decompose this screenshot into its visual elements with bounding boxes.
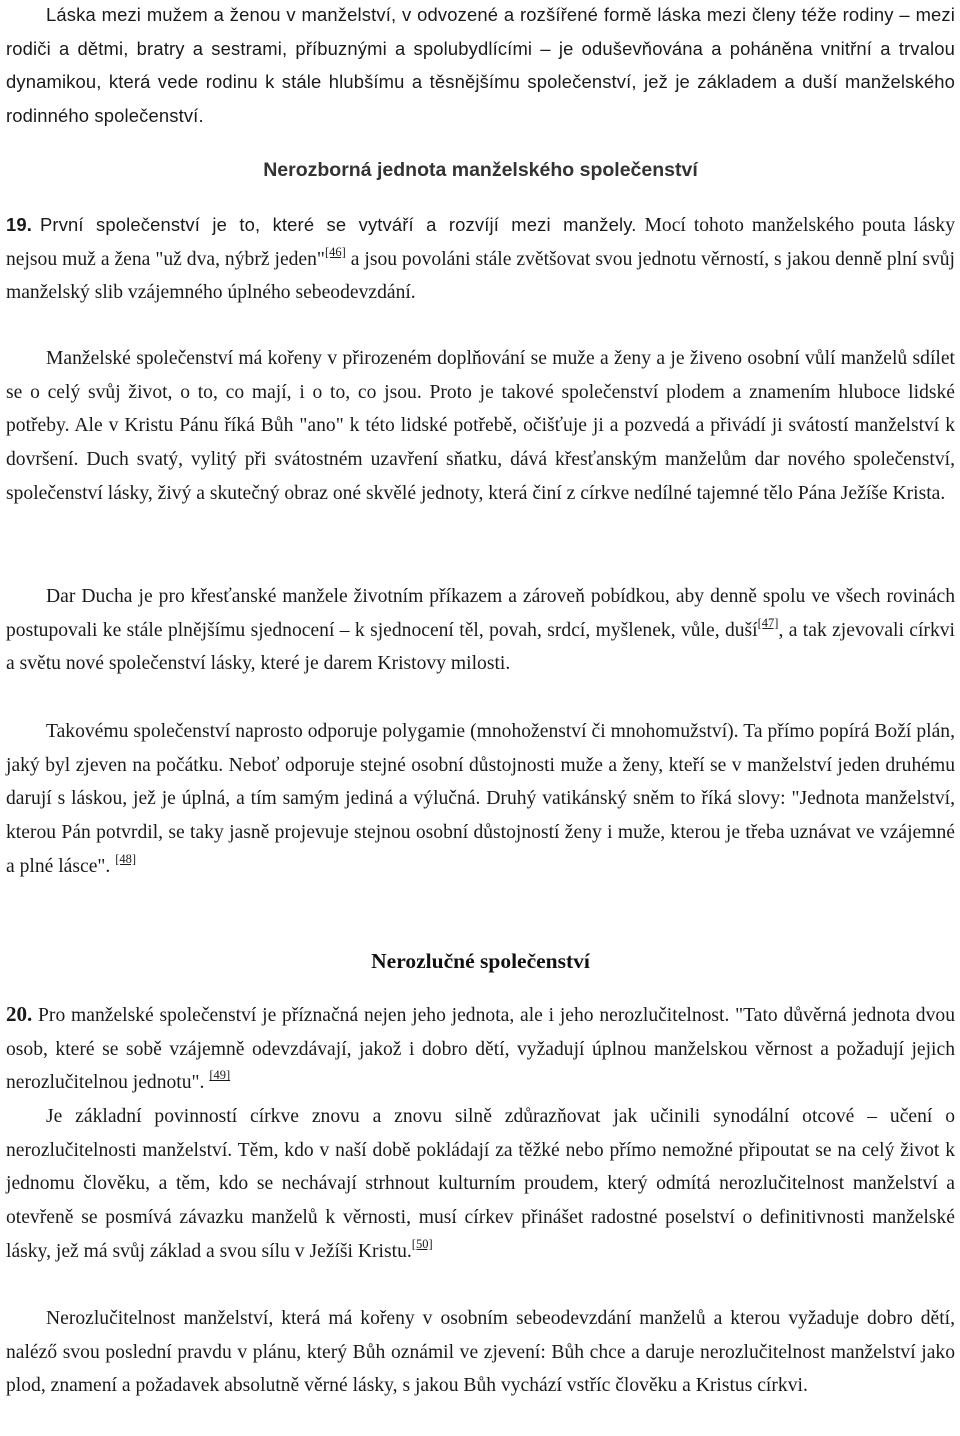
- footnote-link-48[interactable]: [48]: [115, 851, 137, 866]
- paragraph-text: a jsou povoláni stále zvětšovat svou jednotu věrností, s jakou denně plní svůj manželský slib vzájemného úplného sebeodevzdání.: [6, 248, 955, 304]
- section-19-paragraph-3: [6, 580, 955, 681]
- section-number: 20.: [6, 1002, 33, 1026]
- paragraph-text: Je základní povinností církve znovu a znovu silně zdůrazňovat jak učinili synodální otcové – učení o nerozlučitelnosti manželství. Těm, kdo v naší době pokládají za těžké nebo přímo nemožné připoutat se na celý život k jednomu člověku, a těm, kdo se nechávají strhnout kulturním proudem, který odmítá nerozlučitelnost manželství a otevřeně se posmívá závazku manželů k věrnosti, musí církev přinášet radostné poselství o definitivnosti manželské lásky, jež má svůj základ a svou sílu v Ježíši Kristu.: [6, 1106, 955, 1262]
- section-lead-sentence: První společenství je to, které se vytváří a rozvíjí mezi manžely.: [40, 214, 637, 235]
- paragraph-text: Takovému společenství naprosto odporuje polygamie (mnohoženství či mnohomužství). Ta přímo popírá Boží plán, jaký byl zjeven na počátku. Neboť odporuje stejné osobní důstojnosti muže a ženy, kteří se v manželství jeden druhému darují s láskou, jež je úplná, a tím samým jediná a výlučná. Druhý vatikánský sněm to říká slovy: "Jednota manželství, kterou Pán potvrdil, se taky jasně projevuje stejnou osobní důstojností ženy i muže, kterou je třeba uznávat ve vzájemné a plné lásce".: [6, 721, 955, 877]
- footnote-link-49[interactable]: [49]: [209, 1068, 231, 1083]
- paragraph-text: , a tak zjevovali církvi a světu nové společenství lásky, které je darem Kristovy milosti.: [6, 619, 955, 675]
- paragraph-text: Manželské společenství má kořeny v přirozeném doplňování se muže a ženy a je živeno osobní vůlí manželů sdílet se o celý svůj život, o to, co mají, i o to, co jsou.: [6, 348, 955, 403]
- footnote-link-47[interactable]: [47]: [757, 615, 779, 630]
- section-19-paragraph-2: [6, 342, 955, 511]
- paragraph-text: Nerozlučitelnost manželství, která má kořeny v osobním sebeodevzdání manželů a kterou vyžaduje dobro dětí, naléző svou poslední pravdu v plánu, který Bůh oznámil ve zjevení: Bůh chce a daruje nerozlučitelnost manželství jako plod, znamení a požadavek absolutně věrné lásky, s jakou Bůh vychází vstříc člověku a Kristus církvi.: [6, 1308, 955, 1397]
- intro-text: Láska mezi mužem a ženou v manželství, v odvozené a rozšířené formě láska mezi členy téže rodiny – mezi rodiči a dětmi, bratry a sestrami, příbuznými a spolubydlícími – je oduševňována a poháněna vnitřní a trvalou dynamikou, která vede rodinu k stále hlubšímu a těsnějšímu společenství, jež je základem a duší manželského rodinného společenství.: [6, 4, 955, 127]
- section-19-paragraph-1: [6, 208, 955, 310]
- section-20-paragraph-1: [6, 998, 955, 1100]
- section-20-paragraph-3: [6, 1302, 955, 1403]
- paragraph-text: Dar Ducha je pro křesťanské manžele životním příkazem a zároveň pobídkou, aby denně spolu ve všech rovinách postupovali ke stále plnějšímu sjednocení – k sjednocení těl, povah, srdcí, myšlenek, vůle, duší: [6, 586, 955, 641]
- section-19-paragraph-4: [6, 715, 955, 884]
- footnote-link-46[interactable]: [46]: [324, 244, 346, 259]
- section-number: 19.: [6, 214, 33, 235]
- paragraph-text: Mocí tohoto manželského pouta lásky nejsou muž a žena "už dva, nýbrž jeden": [6, 215, 955, 270]
- section-heading-unity: Nerozborná jednota manželského společenství: [263, 159, 698, 181]
- paragraph-text: Pro manželské společenství je příznačná nejen jeho jednota, ale i jeho nerozlučitelnost. "Tato důvěrná jednota dvou osob, které se sobě vzájemně odevzdávají, jakož i dobro dětí, vyžadují úplnou manželskou věrnost a požadují jejich nerozlučitelnou jednotu".: [6, 1005, 955, 1094]
- footnote-link-50[interactable]: [50]: [411, 1236, 433, 1251]
- section-20-paragraph-2: [6, 1100, 955, 1269]
- intro-paragraph: [6, 0, 955, 133]
- section-heading-indissoluble: Nerozlučné společenství: [371, 949, 590, 973]
- paragraph-text: Proto je takové společenství plodem a znamením hluboce lidské potřeby. Ale v Kristu Pánu říká Bůh "ano" k této lidské potřebě, očišťuje ji a pozvedá a přivádí ji svátostí manželství k dovršení. Duch svatý, vylitý při svátostném uzavření sňatku, dává křesťanským manželům dar nového společenství, společenství lásky, živý a skutečný obraz oné skvělé jednoty, která činí z církve nedílné tajemné tělo Pána Ježíše Krista.: [6, 381, 955, 504]
